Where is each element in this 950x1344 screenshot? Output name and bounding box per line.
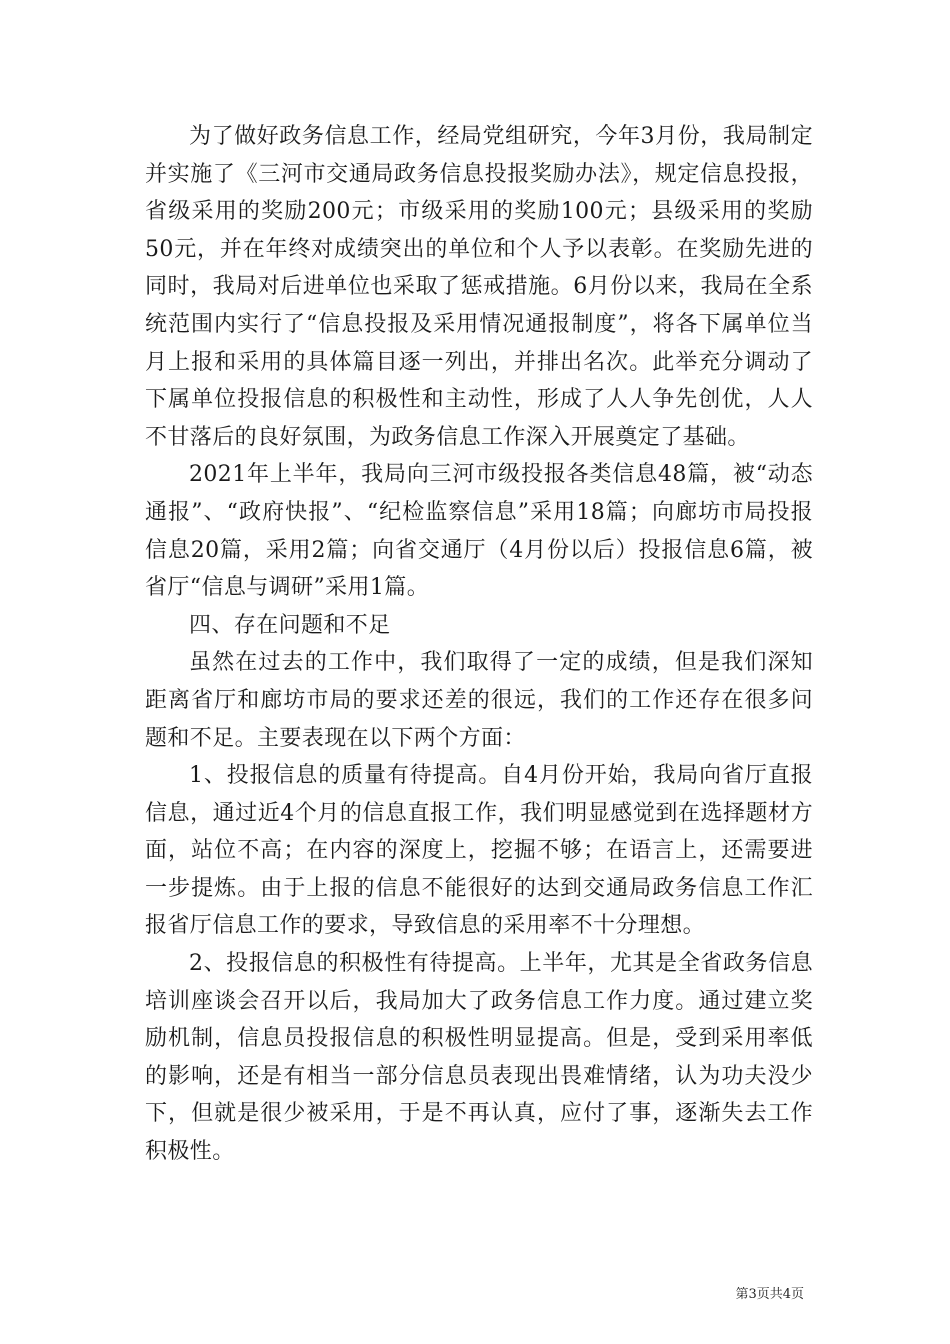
paragraph-problems-intro: 虽然在过去的工作中，我们取得了一定的成绩，但是我们深知距离省厅和廊坊市局的要求还差的很远，我们的工作还存在很多问题和不足。主要表现在以下两个方面： <box>145 650 813 751</box>
paragraph-problem-quality: 1、投报信息的质量有待提高。自4月份开始，我局向省厅直报信息，通过近4个月的信息直报工作，我们明显感觉到在选择题材方面，站位不高；在内容的深度上，挖掘不够；在语言上，还需要进一步提炼。由于上报的信息不能很好的达到交通局政务信息工作汇报省厅信息工作的要求，导致信息的采用率不十分理想。 <box>145 763 813 939</box>
page-number: 第3页共4页 <box>735 1287 804 1302</box>
paragraph-submission-statistics: 2021年上半年，我局向三河市级投报各类信息48篇，被“动态通报”、“政府快报”、“纪检监察信息”采用18篇；向廊坊市局投报信息20篇，采用2篇；向省交通厅（4月份以后）投报信息6篇，被省厅“信息与调研”采用1篇。 <box>145 462 813 601</box>
document-body <box>145 118 813 1171</box>
section-heading-problems: 四、存在问题和不足 <box>189 612 391 638</box>
paragraph-incentive-measures: 为了做好政务信息工作，经局党组研究，今年3月份，我局制定并实施了《三河市交通局政务信息投报奖励办法》，规定信息投报，省级采用的奖励200元；市级采用的奖励100元；县级采用的奖励50元，并在年终对成绩突出的单位和个人予以表彰。在奖励先进的同时，我局对后进单位也采取了惩戒措施。6月份以来，我局在全系统范围内实行了“信息投报及采用情况通报制度”，将各下属单位当月上报和采用的具体篇目逐一列出，并排出名次。此举充分调动了下属单位投报信息的积极性和主动性，形成了人人争先创优，人人不甘落后的良好氛围，为政务信息工作深入开展奠定了基础。 <box>145 124 813 450</box>
paragraph-problem-motivation: 2、投报信息的积极性有待提高。上半年，尤其是全省政务信息培训座谈会召开以后，我局加大了政务信息工作力度。通过建立奖励机制，信息员投报信息的积极性明显提高。但是，受到采用率低的影响，还是有相当一部分信息员表现出畏难情绪，认为功夫没少下，但就是很少被采用，于是不再认真，应付了事，逐渐失去工作积极性。 <box>145 951 813 1165</box>
